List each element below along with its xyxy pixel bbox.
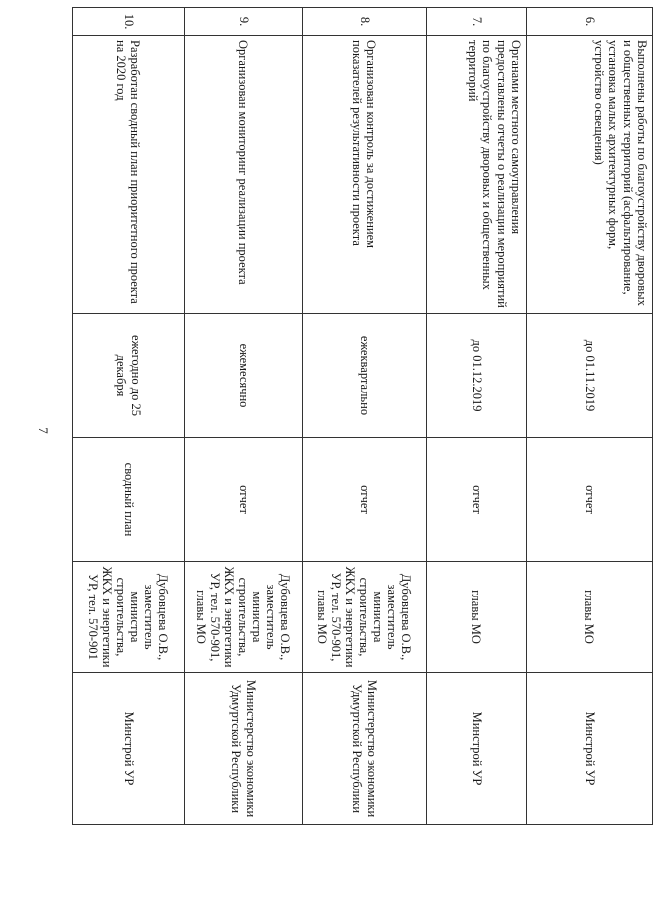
responsible-person: Дубовцева О.В., заместитель министра строительства, ЖКХ и энергетики УР, тел. 570-901, главы МО — [185, 562, 303, 673]
responsible-person: Дубовцева О.В., заместитель министра строительства, ЖКХ и энергетики УР, тел. 570-901 — [73, 562, 185, 673]
responsible-person: Дубовцева О.В., заместитель министра строительства, ЖКХ и энергетики УР, тел. 570-901, главы МО — [303, 562, 427, 673]
table-row — [527, 8, 653, 825]
task-description: Выполнены работы по благоустройству дворовых и общественных территорий (асфальтирование, установка малых архитектурных форм, устройство освещения) — [527, 36, 653, 314]
row-number: 7. — [427, 8, 527, 36]
result-type: отчет — [527, 438, 653, 562]
deadline: ежегодно до 25 декабря — [73, 314, 185, 438]
row-number: 10. — [73, 8, 185, 36]
responsible-organization: Минстрой УР — [527, 673, 653, 825]
project-plan-table — [72, 7, 653, 825]
responsible-organization: Министерство экономики Удмуртской Республики — [303, 673, 427, 825]
deadline: ежеквартально — [303, 314, 427, 438]
responsible-person: главы МО — [527, 562, 653, 673]
row-number: 8. — [303, 8, 427, 36]
result-type: сводный план — [73, 438, 185, 562]
result-type: отчет — [303, 438, 427, 562]
deadline: ежемесячно — [185, 314, 303, 438]
project-plan-table-container — [73, 7, 653, 824]
deadline: до 01.12.2019 — [427, 314, 527, 438]
responsible-person: главы МО — [427, 562, 527, 673]
row-number: 9. — [185, 8, 303, 36]
result-type: отчет — [185, 438, 303, 562]
deadline: до 01.11.2019 — [527, 314, 653, 438]
responsible-organization: Минстрой УР — [427, 673, 527, 825]
responsible-organization: Минстрой УР — [73, 673, 185, 825]
table-row — [427, 8, 527, 825]
task-description: Разработан сводный план приоритетного проекта на 2020 год — [73, 36, 185, 314]
responsible-organization: Министерство экономики Удмуртской Республики — [185, 673, 303, 825]
table-row — [185, 8, 303, 825]
task-description: Организован контроль за достижением показателей результативности проекта — [303, 36, 427, 314]
task-description: Органами местного самоуправления предоставлены отчеты о реализации мероприятий по благоустройству дворовых и общественных территорий — [427, 36, 527, 314]
table-row — [303, 8, 427, 825]
page-number: 7 — [35, 427, 51, 434]
task-description: Организован мониторинг реализации проекта — [185, 36, 303, 314]
table-row — [73, 8, 185, 825]
result-type: отчет — [427, 438, 527, 562]
row-number: 6. — [527, 8, 653, 36]
